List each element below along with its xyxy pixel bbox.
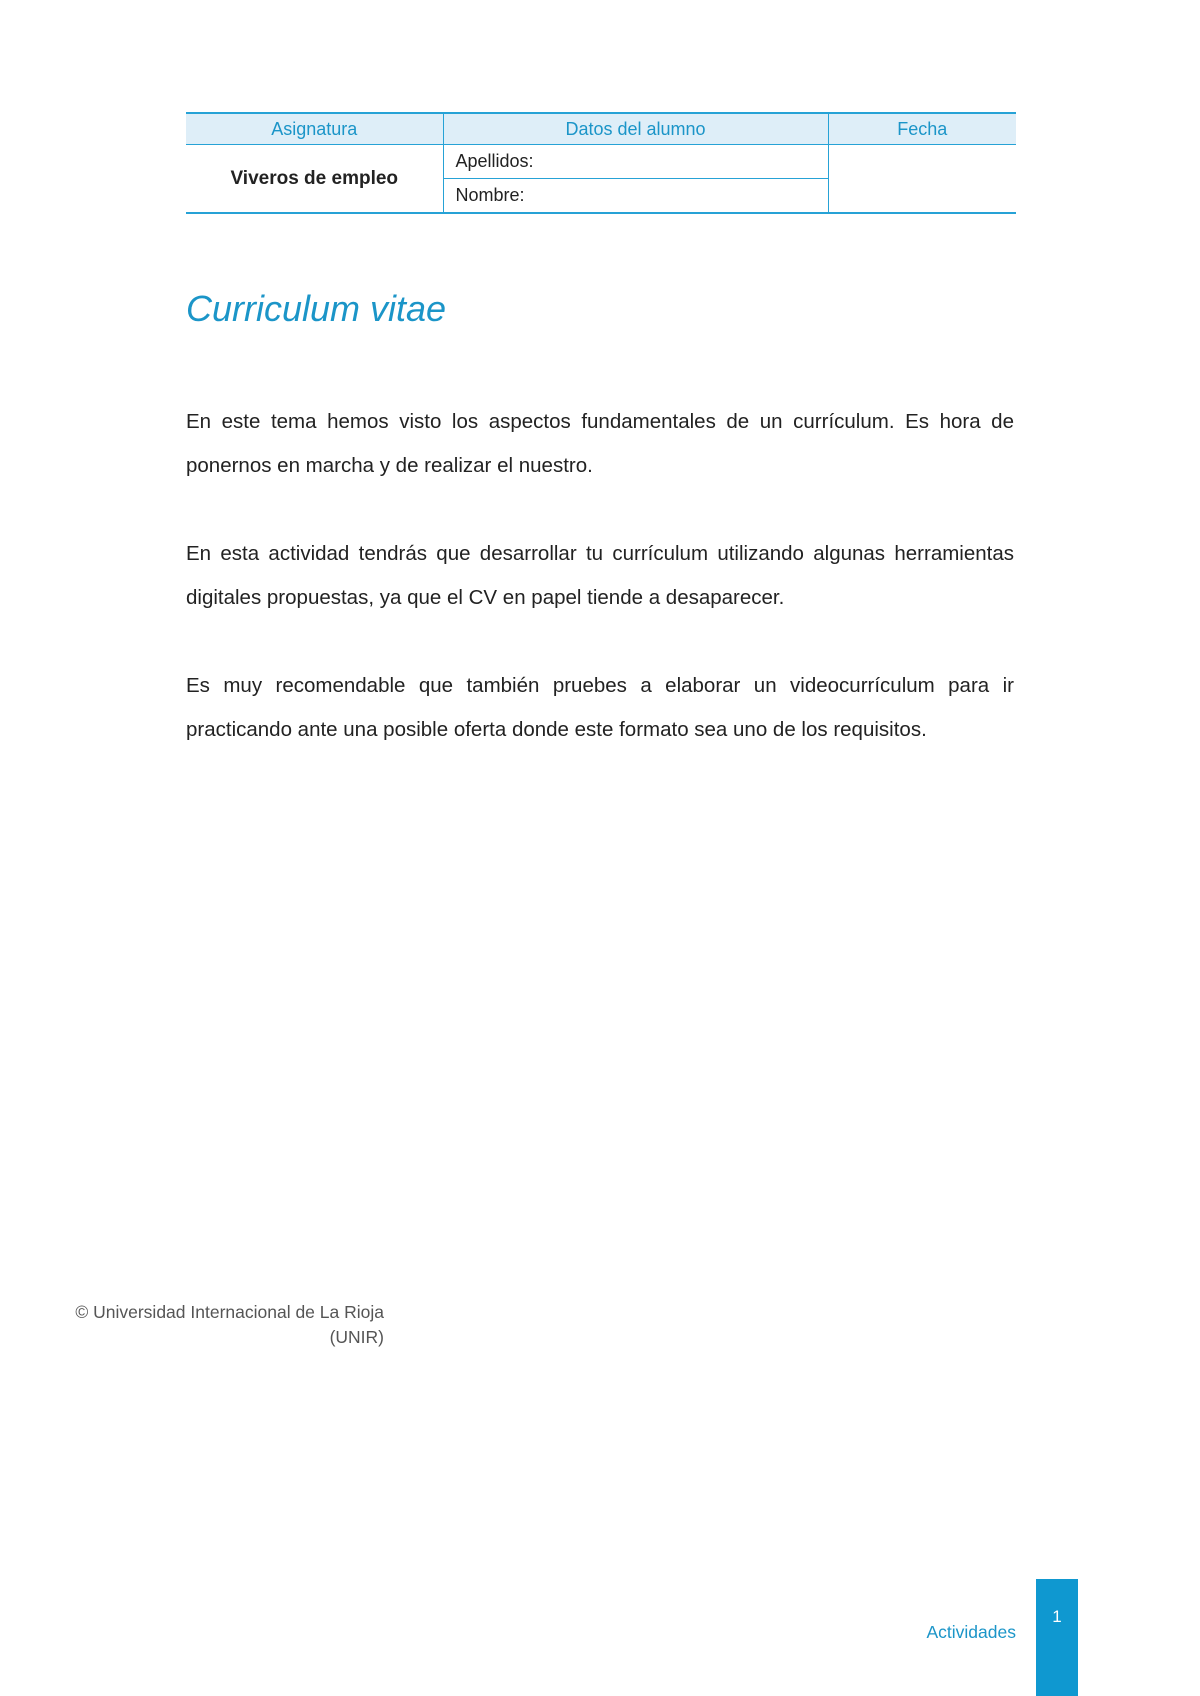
surname-field[interactable]: Apellidos: bbox=[443, 145, 828, 179]
copyright-notice bbox=[34, 1300, 384, 1350]
page-number: 1 bbox=[1052, 1607, 1062, 1626]
column-student-data: Datos del alumno bbox=[443, 113, 828, 145]
paragraph-recommendation: Es muy recomendable que también pruebes a elaborar un videocurrículum para ir practicando ante una posible oferta donde este formato sea uno de los requisitos. bbox=[186, 674, 1014, 741]
student-row-surname bbox=[186, 145, 1016, 179]
header-table bbox=[186, 112, 1016, 214]
date-field[interactable] bbox=[828, 145, 1016, 214]
column-subject: Asignatura bbox=[186, 113, 443, 145]
column-date: Fecha bbox=[828, 113, 1016, 145]
paragraph-activity: En esta actividad tendrás que desarrollar tu currículum utilizando algunas herramientas digitales propuestas, ya que el CV en papel tiende a desaparecer. bbox=[186, 542, 1014, 609]
copyright-line-2: (UNIR) bbox=[329, 1327, 384, 1347]
document-title: Curriculum vitae bbox=[186, 288, 447, 329]
name-field[interactable]: Nombre: bbox=[443, 179, 828, 214]
document-body bbox=[186, 400, 1014, 796]
paragraph-intro: En este tema hemos visto los aspectos fundamentales de un currículum. Es hora de ponernos en marcha y de realizar el nuestro. bbox=[186, 410, 1014, 477]
page-number-tab bbox=[1036, 1579, 1078, 1696]
copyright-line-1: © Universidad Internacional de La Rioja bbox=[75, 1302, 384, 1322]
header-row bbox=[186, 113, 1016, 145]
subject-name: Viveros de empleo bbox=[186, 145, 443, 214]
footer-section-label: Actividades bbox=[926, 1622, 1016, 1642]
